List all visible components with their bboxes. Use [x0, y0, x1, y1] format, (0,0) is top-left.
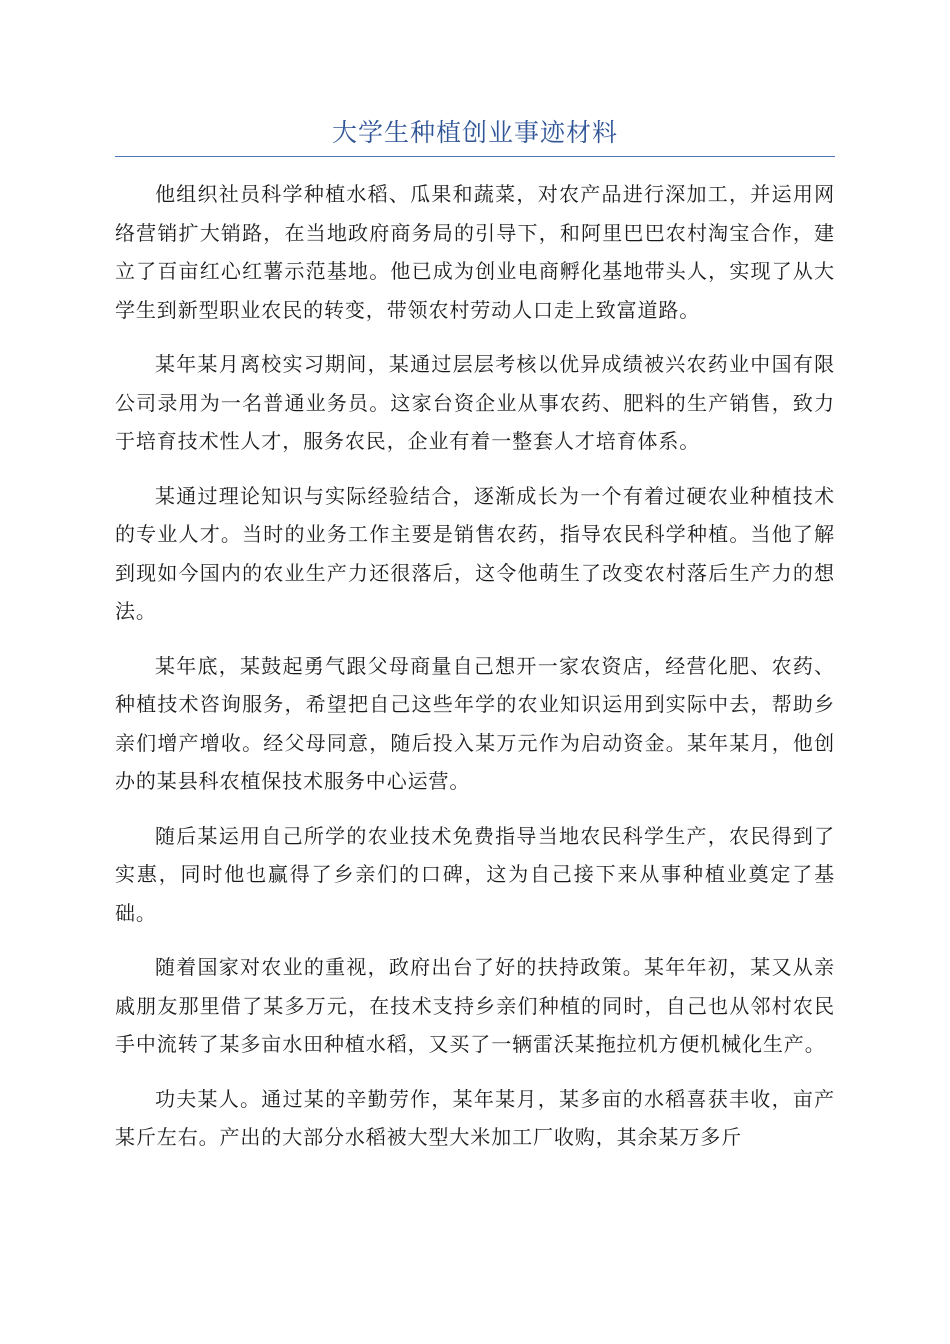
paragraph-1: 他组织社员科学种植水稻、瓜果和蔬菜，对农产品进行深加工，并运用网络营销扩大销路，在当地政府商务局的引导下，和阿里巴巴农村淘宝合作，建立了百亩红心红薯示范基地。他已成为创业电商孵化基地带头人，实现了从大学生到新型职业农民的转变，带领农村劳动人口走上致富道路。 — [115, 182, 835, 322]
title-block — [115, 110, 835, 157]
paragraph-5: 随后某运用自己所学的农业技术免费指导当地农民科学生产，农民得到了实惠，同时他也赢得了乡亲们的口碑，这为自己接下来从事种植业奠定了基础。 — [115, 823, 835, 925]
paragraph-6: 随着国家对农业的重视，政府出台了好的扶持政策。某年年初，某又从亲戚朋友那里借了某多万元，在技术支持乡亲们种植的同时，自己也从邻村农民手中流转了某多亩水田种植水稻，又买了一辆雷沃某拖拉机方便机械化生产。 — [115, 955, 835, 1056]
paragraph-4: 某年底，某鼓起勇气跟父母商量自己想开一家农资店，经营化肥、农药、种植技术咨询服务，希望把自己这些年学的农业知识运用到实际中去，帮助乡亲们增产增收。经父母同意，随后投入某万元作为启动资金。某年某月，他创办的某县科农植保技术服务中心运营。 — [115, 653, 835, 793]
paragraph-3: 某通过理论知识与实际经验结合，逐渐成长为一个有着过硬农业种植技术的专业人才。当时的业务工作主要是销售农药，指导农民科学种植。当他了解到现如今国内的农业生产力还很落后，这令他萌生了改变农村落后生产力的想法。 — [115, 483, 835, 623]
paragraph-2: 某年某月离校实习期间，某通过层层考核以优异成绩被兴农药业中国有限公司录用为一名普通业务员。这家台资企业从事农药、肥料的生产销售，致力于培育技术性人才，服务农民，企业有着一整套人才培育体系。 — [115, 352, 835, 453]
paragraph-7: 功夫某人。通过某的辛勤劳作，某年某月，某多亩的水稻喜获丰收，亩产某斤左右。产出的大部分水稻被大型大米加工厂收购，其余某万多斤 — [115, 1086, 835, 1149]
document-title: 大学生种植创业事迹材料 — [331, 118, 618, 147]
document-body — [115, 175, 835, 1173]
